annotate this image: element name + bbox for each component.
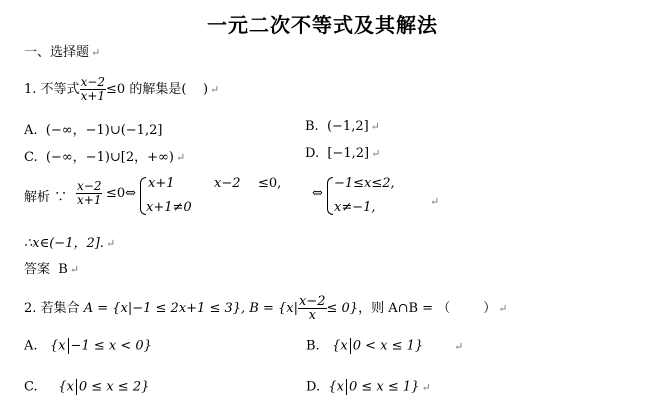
option-label: D. [306,379,321,395]
denominator: x+1 [80,89,106,103]
option-d [306,379,431,395]
system-row: x−2 [214,176,241,191]
system-row: x+1≠0 [146,200,192,215]
option-label: B. [306,338,320,354]
numerator: x−2 [299,294,326,309]
option-c [24,146,185,165]
option-label: D. [305,146,320,161]
paragraph-mark: ↵ [210,83,220,96]
numerator: x−2 [80,75,106,89]
paragraph-mark: ↵ [430,195,440,208]
option-c [24,379,149,395]
system-expr: x+1 [148,176,175,191]
question-text: ) [202,82,209,97]
denominator: x+1 [77,193,102,207]
analysis-relation: ≤0⇔ [106,186,137,201]
option-text: (−∞，−1)∪[2，+∞) [45,150,174,165]
option-a [24,338,152,354]
question-text: ） [483,301,497,316]
set-left: {x [332,338,348,354]
paragraph-mark: ↵ [69,263,80,276]
set-a: A = {x|−1 ≤ 2x+1 ≤ 3} [83,301,242,316]
analysis-label-text: 解析 [24,190,51,205]
fraction [298,295,327,322]
answer-label: 答案 [24,262,51,277]
set-bar [76,379,77,395]
paragraph-mark: ↵ [370,120,380,133]
section-label: 一、选择题 [24,45,90,60]
left-brace [327,177,333,215]
conclusion-text: ∴x∈(−1，2]. [24,236,104,251]
system-row [148,176,175,191]
paragraph-mark: ↵ [421,380,431,394]
analysis-conclusion [24,232,115,251]
set-bar [68,338,69,354]
fraction [80,76,106,103]
paragraph-mark: ↵ [498,302,508,315]
option-text: (−1,2] [326,119,369,134]
paragraph-mark: ↵ [91,46,101,59]
because-symbol: ∵ [54,190,68,205]
analysis-fraction [76,180,102,207]
question-text: ≤0 的解集是( [106,82,187,97]
set-right: 0 ≤ x ≤ 1} [348,379,420,395]
question-text: 不等式 [40,82,80,97]
set-left: {x [58,379,74,395]
set-left: {x [49,338,66,354]
question-number: 1. [24,82,37,97]
question-2-stem [24,295,508,322]
option-label: B. [305,119,319,134]
set-left: {x [328,379,344,395]
iff-symbol: ⇔ [312,186,323,201]
paragraph-mark: ↵ [454,339,464,353]
option-label: A. [24,338,38,354]
system-row: x≠−1, [334,200,376,215]
option-label: C. [24,379,38,395]
set-bar [346,379,347,395]
paragraph-mark: ↵ [371,147,381,160]
question-1-stem [24,76,219,103]
question-text: ，则 A∩B = （ [358,301,451,316]
page-title: 一元二次不等式及其解法 [207,13,438,37]
answer [24,258,79,277]
option-b [306,338,463,354]
option-label: A. [24,123,38,138]
option-a [24,119,162,138]
set-right: 0 ≤ x ≤ 2} [78,379,150,395]
system-row: −1≤x≤2, [334,176,395,191]
question-number: 2. [24,301,37,316]
set-right: 0 < x ≤ 1} [352,338,424,354]
option-text: (−∞，−1)∪(−1,2] [45,123,163,138]
set-b-suffix: ≤ 0} [326,301,359,316]
set-bar [350,338,351,354]
question-text: 若集合 [40,301,80,316]
option-d [305,146,380,161]
option-text: [−1,2] [327,146,370,161]
option-label: C. [24,150,38,165]
analysis-label [24,186,67,205]
set-right: −1 ≤ x < 0} [70,338,152,354]
system-row: ≤0, [258,176,282,191]
denominator: x [308,308,316,323]
option-b [305,119,380,134]
set-b-prefix: , B = {x| [241,301,298,316]
numerator: x−2 [77,179,102,193]
paragraph-mark: ↵ [175,151,186,164]
section-heading [24,41,100,60]
answer-value: B [58,262,68,277]
paragraph-mark: ↵ [105,237,116,250]
